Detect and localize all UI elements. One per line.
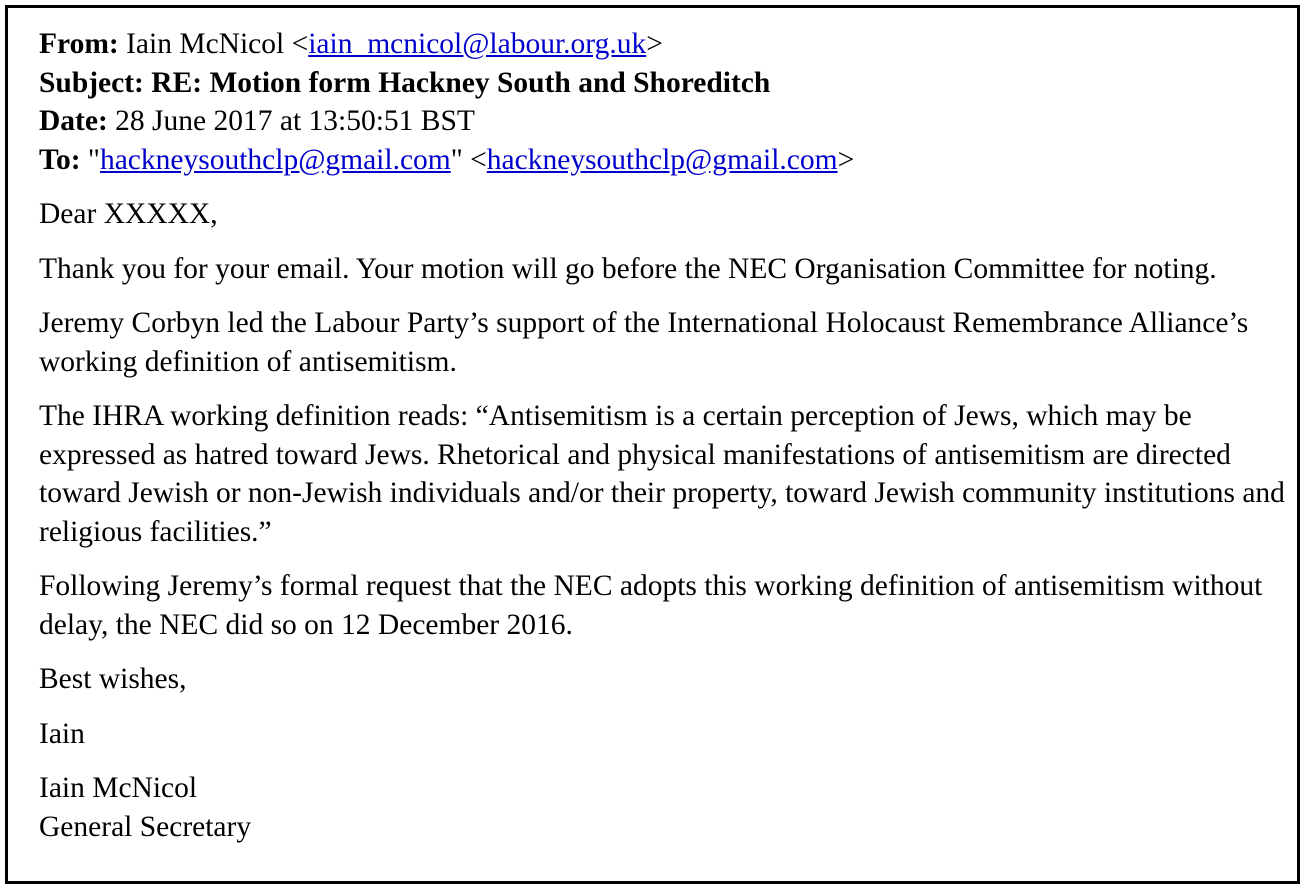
date-line [39, 102, 1289, 141]
paragraph-2: Jeremy Corbyn led the Labour Party’s support of the International Holocaust Remembrance Alliance’s working definition of antisemitism. [39, 307, 1249, 378]
paragraph-1: Thank you for your email. Your motion will go before the NEC Organisation Committee for noting. [39, 252, 1217, 285]
from-email-link[interactable]: iain_mcnicol@labour.org.uk [308, 28, 647, 60]
signoff: Iain [39, 717, 85, 750]
signature-title: General Secretary [39, 810, 252, 843]
to-label: To: [39, 143, 81, 176]
closing: Best wishes, [39, 663, 187, 695]
from-name: Iain McNicol [126, 28, 285, 60]
subject-label: Subject: [39, 66, 144, 99]
email-content [39, 25, 1289, 846]
to-line: To: "hackneysouthclp@gmail.com" <hackneysouthclp@gmail.com> [39, 143, 855, 176]
to-display-link[interactable]: hackneysouthclp@gmail.com [99, 143, 451, 176]
email-frame [5, 5, 1300, 884]
date-label: Date: [39, 105, 108, 137]
signature-name: Iain McNicol [39, 772, 198, 804]
from-label: From: [39, 28, 119, 60]
to-email-link[interactable]: hackneysouthclp@gmail.com [486, 143, 838, 176]
subject-line [39, 64, 1289, 103]
greeting: Dear XXXXX, [39, 198, 218, 230]
paragraph-3: The IHRA working definition reads: “Antisemitism is a certain perception of Jews, which may be expressed as hatred toward Jews. Rhetorical and physical manifestations of antisemitism are directed toward Jewish or non-Jewish individuals and/or their property, toward Jewish community institutions and religious facilities.” [39, 400, 1285, 548]
from-line: From: Iain McNicol <iain_mcnicol@labour.org.uk> [39, 28, 663, 60]
paragraph-4: Following Jeremy’s formal request that the NEC adopts this working definition of antisemitism without delay, the NEC did so on 12 December 2016. [39, 570, 1263, 641]
subject-text: RE: Motion form Hackney South and Shoreditch [151, 66, 771, 99]
date-text: 28 June 2017 at 13:50:51 BST [115, 105, 475, 137]
email-headers [39, 25, 1289, 179]
